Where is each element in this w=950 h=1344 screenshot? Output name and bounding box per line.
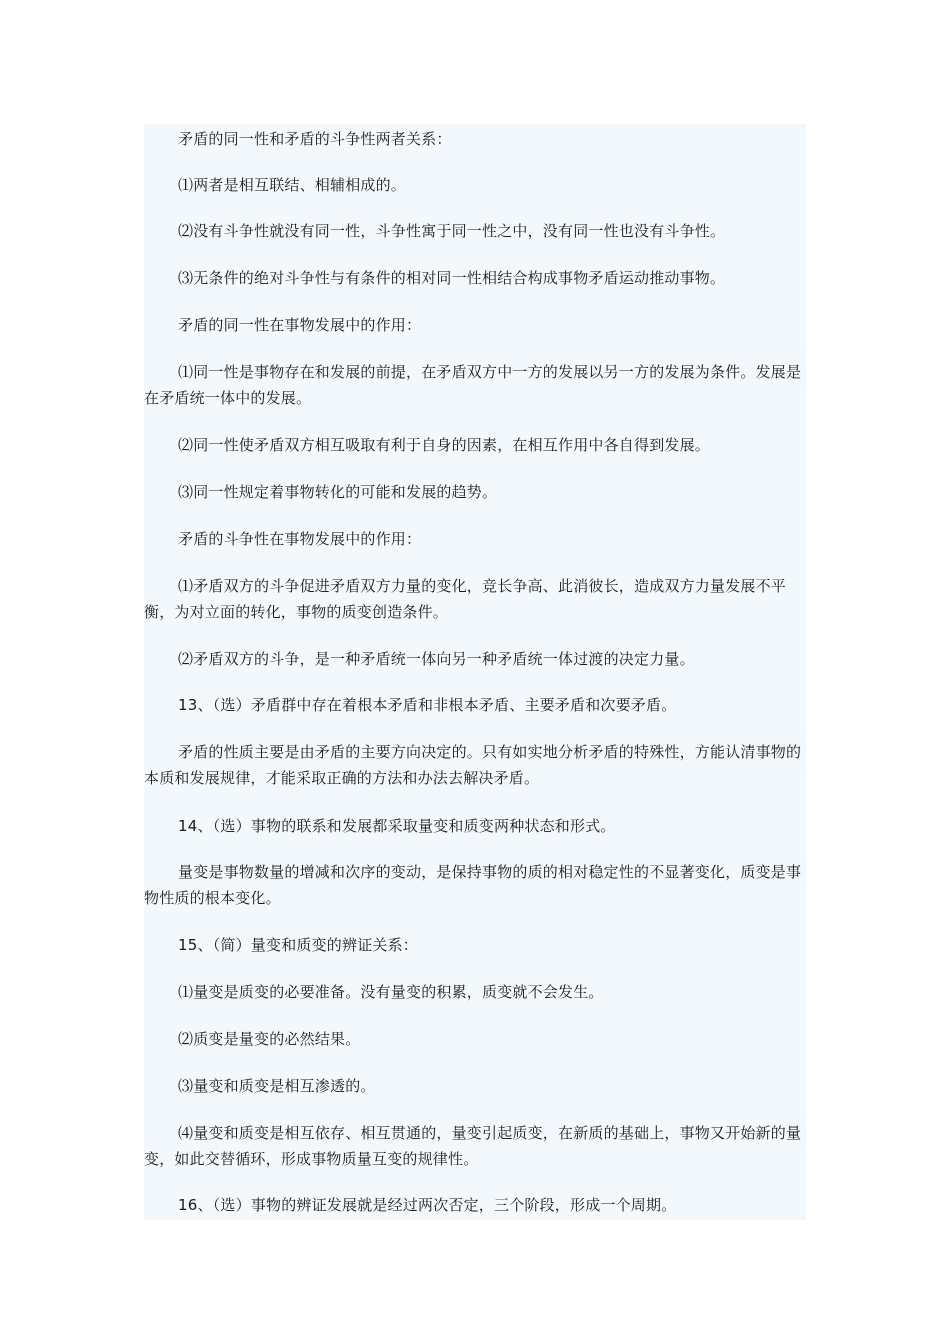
paragraph: 量变是事物数量的增减和次序的变动，是保持事物的质的相对稳定性的不显著变化，质变是事物性质的根本变化。 — [144, 863, 802, 907]
section-number: 15 — [178, 936, 198, 954]
paragraph: ⑴同一性是事物存在和发展的前提，在矛盾双方中一方的发展以另一方的发展为条件。发展是在矛盾统一体中的发展。 — [144, 363, 802, 407]
paragraph: 矛盾的性质主要是由矛盾的主要方向决定的。只有如实地分析矛盾的特殊性，方能认清事物的本质和发展规律，才能采取正确的方法和办法去解决矛盾。 — [144, 743, 802, 787]
section-heading: 15、（简）量变和质变的辨证关系： — [178, 936, 419, 954]
paragraph: ⑵矛盾双方的斗争，是一种矛盾统一体向另一种矛盾统一体过渡的决定力量。 — [178, 650, 695, 668]
paragraph: ⑵质变是量变的必然结果。 — [178, 1030, 361, 1048]
paragraph: ⑴两者是相互联结、相辅相成的。 — [178, 176, 407, 194]
paragraph: 矛盾的斗争性在事物发展中的作用： — [178, 530, 422, 548]
section-number: 16 — [178, 1196, 198, 1214]
section-heading: 14、（选）事物的联系和发展都采取量变和质变两种状态和形式。 — [178, 817, 616, 835]
paragraph: 矛盾的同一性和矛盾的斗争性两者关系： — [178, 130, 452, 148]
paragraph: ⑶量变和质变是相互渗透的。 — [178, 1077, 376, 1095]
section-heading: 13、（选）矛盾群中存在着根本矛盾和非根本矛盾、主要矛盾和次要矛盾。 — [178, 696, 677, 714]
paragraph: ⑶无条件的绝对斗争性与有条件的相对同一性相结合构成事物矛盾运动推动事物。 — [178, 269, 726, 287]
paragraph: ⑴量变是质变的必要准备。没有量变的积累，质变就不会发生。 — [178, 983, 604, 1001]
paragraph: ⑵没有斗争性就没有同一性，斗争性寓于同一性之中，没有同一性也没有斗争性。 — [178, 222, 726, 240]
section-number: 14 — [178, 817, 198, 835]
paragraph: ⑵同一性使矛盾双方相互吸取有利于自身的因素，在相互作用中各自得到发展。 — [178, 436, 711, 454]
paragraph: ⑴矛盾双方的斗争促进矛盾双方力量的变化，竞长争高、此消彼长，造成双方力量发展不平衡，为对立面的转化，事物的质变创造条件。 — [144, 577, 787, 621]
paragraph: 矛盾的同一性在事物发展中的作用： — [178, 316, 422, 334]
paragraph: ⑶同一性规定着事物转化的可能和发展的趋势。 — [178, 483, 498, 501]
paragraph: ⑷量变和质变是相互依存、相互贯通的，量变引起质变，在新质的基础上，事物又开始新的量变，如此交替循环，形成事物质量互变的规律性。 — [144, 1124, 802, 1168]
section-number: 13 — [178, 696, 198, 714]
section-heading: 16、（选）事物的辨证发展就是经过两次否定，三个阶段，形成一个周期。 — [178, 1196, 677, 1214]
